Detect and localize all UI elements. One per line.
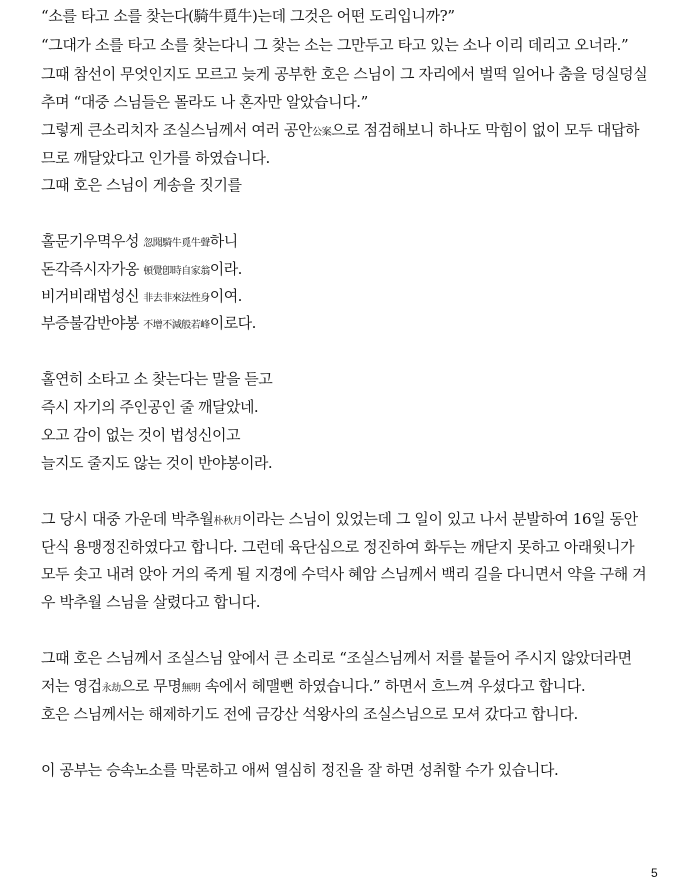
text-line: 모두 솟고 내려 앉아 거의 죽게 될 지경에 수덕사 혜암 스님께서 백리 길을 다니면서 약을 구해 겨 bbox=[41, 565, 647, 583]
text-line: 그렇게 큰소리치자 조실스님께서 여러 공안公案으로 점검해보니 하나도 막힘이 없이 모두 대답하 bbox=[41, 121, 640, 139]
text-line: “그대가 소를 타고 소를 찾는다니 그 찾는 소는 그만두고 타고 있는 소나 이리 데리고 오너라.” bbox=[41, 36, 629, 54]
hanja-annotation: 頓覺卽時自家翁 bbox=[143, 266, 210, 277]
hanja-annotation: 永劫 bbox=[101, 683, 121, 694]
text-line: 단식 용맹정진하였다고 합니다. 그런데 육단심으로 정진하여 화두는 깨닫지 못하고 아래윗니가 bbox=[41, 538, 635, 556]
text-line: 그 당시 대중 가운데 박추월朴秋月이라는 스님이 있었는데 그 일이 있고 나서 분발하여 16일 동안 bbox=[41, 510, 638, 528]
poem-line: 즉시 자기의 주인공인 줄 깨달았네. bbox=[41, 398, 259, 416]
poem-line: 홀연히 소타고 소 찾는다는 말을 듣고 bbox=[41, 370, 273, 388]
poem-line: 늘지도 줄지도 않는 것이 반야봉이라. bbox=[41, 454, 273, 472]
text-line: 그때 참선이 무엇인지도 모르고 늦게 공부한 호은 스님이 그 자리에서 벌떡 일어나 춤을 덩실덩실 bbox=[41, 65, 648, 83]
text-line: 저는 영겁永劫으로 무명無明 속에서 헤맬뻔 하였습니다.” 하면서 흐느껴 우셨다고 합니다. bbox=[41, 677, 586, 695]
text-line: 그때 호은 스님께서 조실스님 앞에서 큰 소리로 “조실스님께서 저를 붙들어 주시지 않았더라면 bbox=[41, 649, 632, 667]
hanja-annotation: 非去非來法性身 bbox=[143, 293, 210, 304]
hanja-annotation: 忽聞騎牛覓牛聲 bbox=[143, 238, 210, 249]
text-line: 호은 스님께서는 해제하기도 전에 금강산 석왕사의 조실스님으로 모셔 갔다고 합니다. bbox=[41, 705, 578, 723]
hanja-annotation: 無明 bbox=[181, 683, 201, 694]
text-line: 이 공부는 승속노소를 막론하고 애써 열심히 정진을 잘 하면 성취할 수가 있습니다. bbox=[41, 761, 559, 779]
text-line: 추며 “대중 스님들은 몰라도 나 혼자만 알았습니다.” bbox=[41, 93, 368, 111]
hanja-annotation: 公案 bbox=[312, 127, 332, 138]
text-line: 우 박추월 스님을 살렸다고 합니다. bbox=[41, 593, 261, 611]
poem-line: 홀문기우멱우성 忽聞騎牛覓牛聲하니 bbox=[41, 232, 238, 250]
text-line: 그때 호은 스님이 게송을 짓기를 bbox=[41, 176, 242, 194]
poem-line: 오고 감이 없는 것이 법성신이고 bbox=[41, 426, 240, 444]
poem-line: 부증불감반야봉 不增不減般若峰이로다. bbox=[41, 314, 256, 332]
poem-line: 비거비래법성신 非去非來法性身이여. bbox=[41, 287, 242, 305]
text-line: 므로 깨달았다고 인가를 하였습니다. bbox=[41, 149, 270, 167]
poem-line: 돈각즉시자가옹 頓覺卽時自家翁이라. bbox=[41, 260, 242, 278]
hanja-annotation: 不增不減般若峰 bbox=[143, 320, 210, 331]
text-line: “소를 타고 소를 찾는다(騎牛覓牛)는데 그것은 어떤 도리입니까?” bbox=[41, 7, 455, 25]
hanja-annotation: 朴秋月 bbox=[213, 516, 242, 527]
page-number: 5 bbox=[651, 866, 658, 880]
